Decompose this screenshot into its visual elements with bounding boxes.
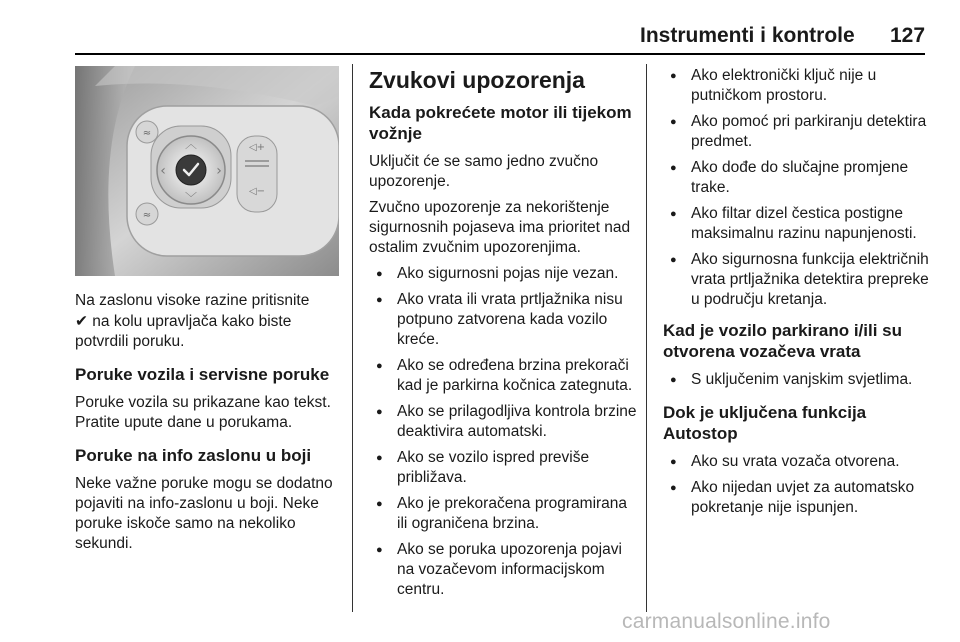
heading-vehicle-parked: Kad je vozilo parkirano i/ili su otvorena vozačeva vrata	[663, 321, 903, 361]
svg-text:﹀: ﹀	[184, 191, 198, 205]
svg-text:◁+: ◁+	[248, 142, 266, 153]
steering-wheel-controls-image	[75, 66, 339, 276]
parked-list	[663, 370, 931, 390]
warning-list	[369, 264, 639, 600]
svg-text:‹: ‹	[160, 163, 166, 179]
watermark: carmanualsonline.info	[622, 610, 831, 633]
section-title: Zvukovi upozorenja	[369, 67, 585, 93]
heading-autostop: Dok je uključena funkcija Autostop	[663, 403, 867, 443]
list-item: ● Ako se poruka upozorenja pojavi na vozačevom informacijskom centru.	[369, 540, 639, 600]
svg-text:≈: ≈	[142, 128, 152, 139]
heading-color-info-display: Poruke na info zaslonu u boji	[75, 446, 312, 465]
svg-text:›: ›	[216, 163, 222, 179]
paragraph-single-warning: Uključit će se samo jedno zvučno upozorenje.	[369, 153, 599, 190]
image-caption: Na zaslonu visoke razine pritisnite ✔ na kolu upravljača kako biste potvrdili poruku.	[75, 292, 310, 350]
column-divider-left	[352, 64, 353, 612]
list-item: ● Ako je prekoračena programirana ili ograničena brzina.	[369, 494, 639, 534]
svg-text:◁−: ◁−	[248, 186, 266, 197]
svg-text:≈: ≈	[142, 210, 152, 221]
list-item: ● Ako su vrata vozača otvorena.	[663, 452, 931, 472]
paragraph-seatbelt-priority: Zvučno upozorenje za nekorištenje sigurnosnih pojaseva ima prioritet nad ostalim zvučnim upozorenjima.	[369, 199, 631, 256]
list-item: ● Ako pomoć pri parkiranju detektira predmet.	[663, 112, 931, 152]
heading-vehicle-messages: Poruke vozila i servisne poruke	[75, 365, 330, 384]
list-item: ● Ako se određena brzina prekorači kad je parkirna kočnica zategnuta.	[369, 356, 639, 396]
list-item: ● Ako sigurnosna funkcija električnih vrata prtljažnika detektira prepreke u području kretanja.	[663, 250, 931, 310]
list-item: ● Ako vrata ili vrata prtljažnika nisu potpuno zatvorena kada vozilo kreće.	[369, 290, 639, 350]
column-right	[663, 66, 931, 524]
svg-text:︿: ︿	[184, 137, 198, 151]
list-item: ● Ako se vozilo ispred previše približava.	[369, 448, 639, 488]
list-item: ● Ako nijedan uvjet za automatsko pokretanje nije ispunjen.	[663, 478, 931, 518]
list-item: ● Ako dođe do slučajne promjene trake.	[663, 158, 931, 198]
list-item: ● Ako se prilagodljiva kontrola brzine deaktivira automatski.	[369, 402, 639, 442]
check-icon: ✔	[75, 312, 88, 330]
page-header-title: Instrumenti i kontrole	[640, 24, 855, 47]
column-left	[75, 291, 345, 560]
column-middle	[369, 66, 639, 606]
subheading-engine-start: Kada pokrećete motor ili tijekom vožnje	[369, 103, 632, 143]
paragraph-color-info-display: Neke važne poruke mogu se dodatno pojaviti na info-zaslonu u boji. Neke poruke iskoče samo na nekoliko sekundi.	[75, 475, 333, 552]
warning-list-continued	[663, 66, 931, 310]
list-item: ● S uključenim vanjskim svjetlima.	[663, 370, 931, 390]
list-item: ● Ako sigurnosni pojas nije vezan.	[369, 264, 639, 284]
page-number: 127	[890, 24, 926, 47]
autostop-list	[663, 452, 931, 518]
list-item: ● Ako filtar dizel čestica postigne maksimalnu razinu napunjenosti.	[663, 204, 931, 244]
list-item: ● Ako elektronički ključ nije u putničkom prostoru.	[663, 66, 931, 106]
header-rule	[75, 53, 925, 55]
column-divider-right	[646, 64, 647, 612]
paragraph-vehicle-messages: Poruke vozila su prikazane kao tekst. Pratite upute dane u porukama.	[75, 394, 331, 431]
